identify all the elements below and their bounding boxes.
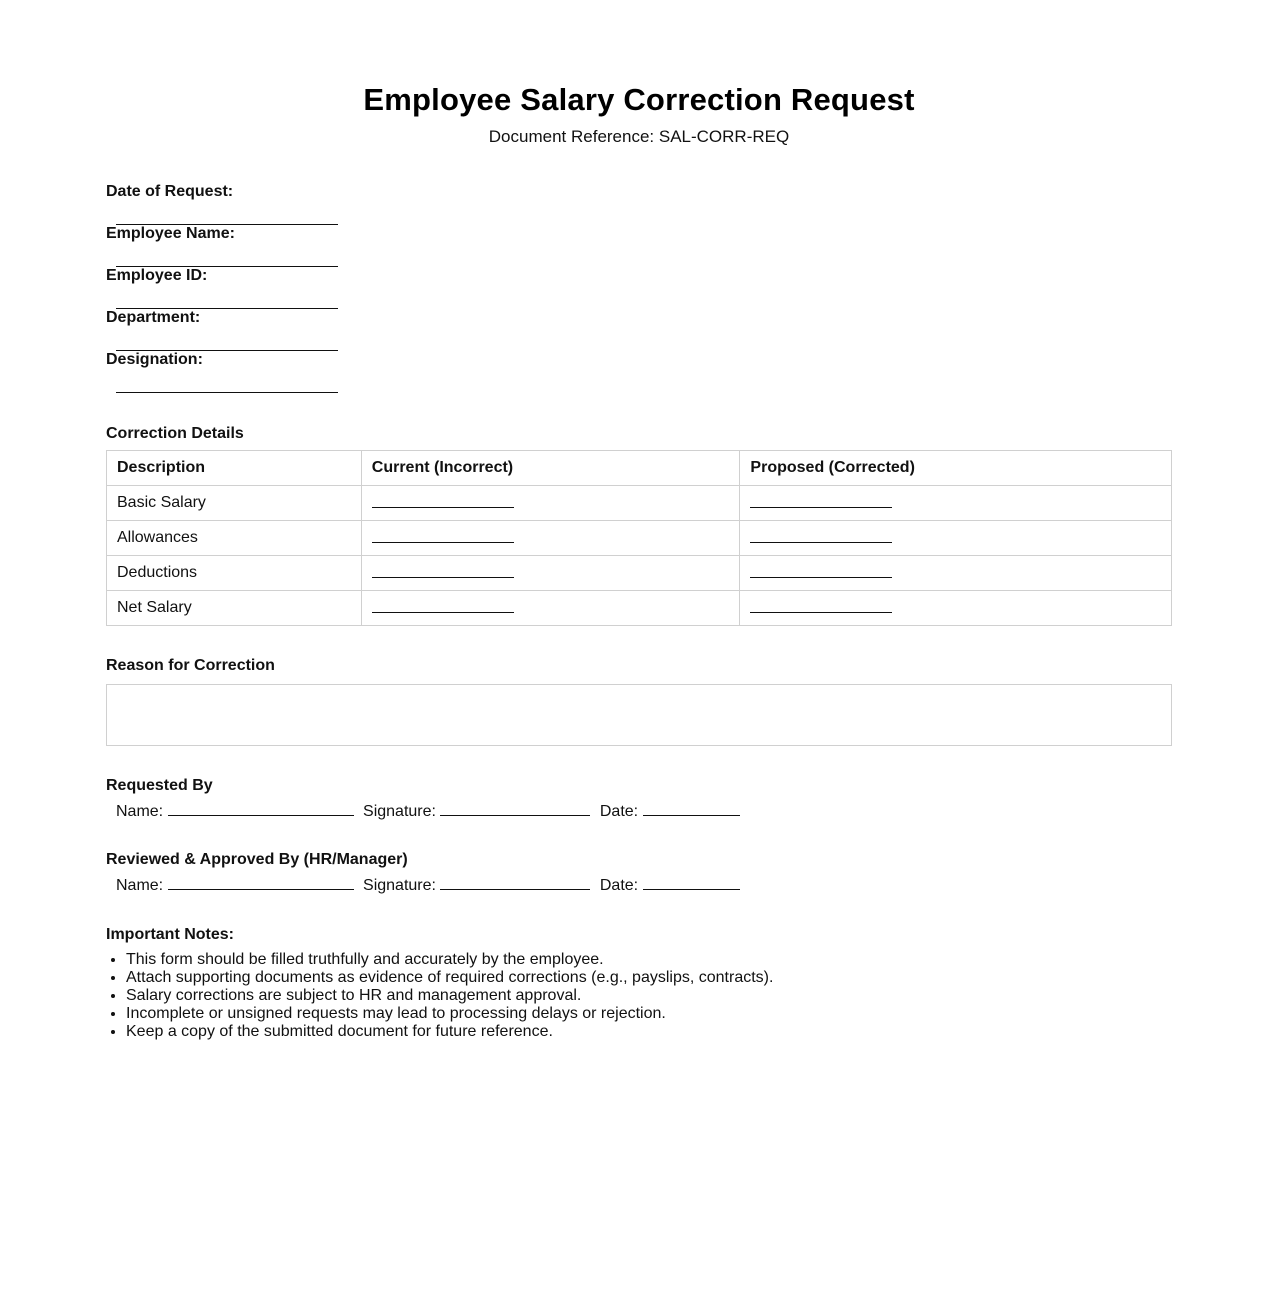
proposed-deductions-input[interactable] xyxy=(750,568,892,578)
reason-textarea[interactable] xyxy=(106,684,1172,746)
reason-title: Reason for Correction xyxy=(106,657,275,674)
designation-input[interactable] xyxy=(116,392,338,393)
employee-id-field xyxy=(106,267,506,285)
proposed-value-cell xyxy=(740,591,1172,626)
current-value-cell xyxy=(361,591,740,626)
approved-date-label: Date: xyxy=(599,877,639,894)
table-row xyxy=(107,556,1172,591)
requested-date-label: Date: xyxy=(599,803,639,820)
approved-signature-input[interactable] xyxy=(440,875,590,890)
important-notes-title: Important Notes: xyxy=(106,926,234,943)
correction-table xyxy=(106,450,1172,626)
current-value-cell xyxy=(361,521,740,556)
list-item: • Salary corrections are subject to HR and management approval. xyxy=(126,987,773,1005)
requested-date-input[interactable] xyxy=(643,801,740,816)
requested-signature-label: Signature: xyxy=(363,803,436,820)
requested-by-title: Requested By xyxy=(106,777,213,794)
proposed-net-salary-input[interactable] xyxy=(750,603,892,613)
department-field xyxy=(106,309,506,327)
designation-field xyxy=(106,351,506,369)
list-item: • This form should be filled truthfully and accurately by the employee. xyxy=(126,951,773,969)
approved-name-label: Name: xyxy=(116,877,164,894)
table-header-row xyxy=(107,451,1172,486)
row-description: Basic Salary xyxy=(107,486,362,521)
proposed-value-cell xyxy=(740,521,1172,556)
row-description: Allowances xyxy=(107,521,362,556)
list-item: • Incomplete or unsigned requests may lead to processing delays or rejection. xyxy=(126,1005,773,1023)
approved-date-input[interactable] xyxy=(643,875,740,890)
employee-id-label: Employee ID: xyxy=(106,267,208,284)
proposed-allowances-input[interactable] xyxy=(750,533,892,543)
current-net-salary-input[interactable] xyxy=(372,603,514,613)
column-header-current: Current (Incorrect) xyxy=(361,451,740,486)
important-notes-list xyxy=(106,951,773,1041)
approved-signature-label: Signature: xyxy=(363,877,436,894)
requested-signature-input[interactable] xyxy=(440,801,590,816)
date-of-request-label: Date of Request: xyxy=(106,183,234,200)
proposed-basic-salary-input[interactable] xyxy=(750,498,892,508)
row-description: Net Salary xyxy=(107,591,362,626)
current-allowances-input[interactable] xyxy=(372,533,514,543)
proposed-value-cell xyxy=(740,486,1172,521)
current-value-cell xyxy=(361,486,740,521)
requested-name-label: Name: xyxy=(116,803,164,820)
approved-name-input[interactable] xyxy=(168,875,354,890)
designation-label: Designation: xyxy=(106,351,203,368)
row-description: Deductions xyxy=(107,556,362,591)
employee-name-field xyxy=(106,225,506,243)
approved-by-title: Reviewed & Approved By (HR/Manager) xyxy=(106,851,408,868)
current-deductions-input[interactable] xyxy=(372,568,514,578)
column-header-proposed: Proposed (Corrected) xyxy=(740,451,1172,486)
employee-name-label: Employee Name: xyxy=(106,225,235,242)
table-row xyxy=(107,521,1172,556)
column-header-description: Description xyxy=(107,451,362,486)
requested-by-row xyxy=(116,801,745,821)
current-basic-salary-input[interactable] xyxy=(372,498,514,508)
department-label: Department: xyxy=(106,309,201,326)
table-row xyxy=(107,591,1172,626)
table-row xyxy=(107,486,1172,521)
approved-by-row xyxy=(116,875,745,895)
correction-details-title: Correction Details xyxy=(106,425,244,442)
requested-name-input[interactable] xyxy=(168,801,354,816)
current-value-cell xyxy=(361,556,740,591)
list-item: • Keep a copy of the submitted document for future reference. xyxy=(126,1023,773,1041)
proposed-value-cell xyxy=(740,556,1172,591)
list-item: • Attach supporting documents as evidence of required corrections (e.g., payslips, contracts). xyxy=(126,969,773,987)
document-reference: Document Reference: SAL-CORR-REQ xyxy=(488,127,790,146)
date-of-request-field xyxy=(106,183,506,201)
page-title: Employee Salary Correction Request xyxy=(363,82,915,117)
